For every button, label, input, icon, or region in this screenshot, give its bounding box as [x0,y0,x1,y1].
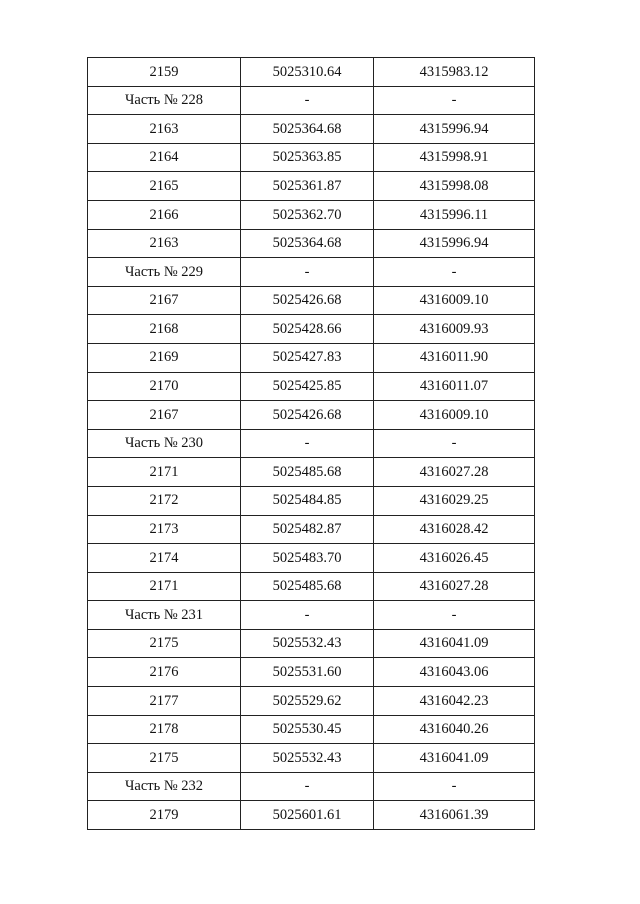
y-coordinate-cell: 4315996.11 [374,200,535,229]
point-number-cell: 2163 [88,115,241,144]
x-coordinate-cell: - [241,601,374,630]
x-coordinate-cell: - [241,772,374,801]
point-number-cell: 2176 [88,658,241,687]
coordinates-table-body [88,58,535,830]
table-row [88,143,535,172]
x-coordinate-cell: 5025529.62 [241,687,374,716]
table-row [88,601,535,630]
y-coordinate-cell: 4316009.10 [374,401,535,430]
table-row [88,458,535,487]
table-row [88,486,535,515]
x-coordinate-cell: 5025364.68 [241,115,374,144]
point-number-cell: 2167 [88,286,241,315]
table-row [88,687,535,716]
y-coordinate-cell: 4316009.10 [374,286,535,315]
y-coordinate-cell: - [374,429,535,458]
point-number-cell: Часть № 228 [88,86,241,115]
table-row [88,401,535,430]
table-row [88,544,535,573]
x-coordinate-cell: - [241,258,374,287]
x-coordinate-cell: 5025363.85 [241,143,374,172]
x-coordinate-cell: 5025531.60 [241,658,374,687]
point-number-cell: 2164 [88,143,241,172]
y-coordinate-cell: 4315996.94 [374,229,535,258]
x-coordinate-cell: 5025484.85 [241,486,374,515]
point-number-cell: 2169 [88,343,241,372]
x-coordinate-cell: 5025485.68 [241,572,374,601]
point-number-cell: 2165 [88,172,241,201]
point-number-cell: 2163 [88,229,241,258]
point-number-cell: 2171 [88,572,241,601]
x-coordinate-cell: 5025601.61 [241,801,374,830]
x-coordinate-cell: 5025532.43 [241,629,374,658]
point-number-cell: 2167 [88,401,241,430]
y-coordinate-cell: 4316009.93 [374,315,535,344]
x-coordinate-cell: 5025425.85 [241,372,374,401]
x-coordinate-cell: - [241,429,374,458]
y-coordinate-cell: 4316061.39 [374,801,535,830]
point-number-cell: 2175 [88,744,241,773]
table-row [88,200,535,229]
table-row [88,315,535,344]
point-number-cell: Часть № 231 [88,601,241,630]
table-row [88,572,535,601]
table-row [88,744,535,773]
point-number-cell: 2171 [88,458,241,487]
y-coordinate-cell: 4316029.25 [374,486,535,515]
table-row [88,172,535,201]
point-number-cell: Часть № 232 [88,772,241,801]
point-number-cell: Часть № 230 [88,429,241,458]
y-coordinate-cell: - [374,258,535,287]
y-coordinate-cell: 4316042.23 [374,687,535,716]
table-row [88,229,535,258]
table-row [88,286,535,315]
point-number-cell: 2175 [88,629,241,658]
y-coordinate-cell: 4316011.07 [374,372,535,401]
point-number-cell: 2177 [88,687,241,716]
x-coordinate-cell: 5025427.83 [241,343,374,372]
y-coordinate-cell: 4316028.42 [374,515,535,544]
x-coordinate-cell: - [241,86,374,115]
coordinates-table [87,57,535,830]
x-coordinate-cell: 5025426.68 [241,286,374,315]
point-number-cell: 2168 [88,315,241,344]
table-row [88,658,535,687]
table-row [88,258,535,287]
x-coordinate-cell: 5025364.68 [241,229,374,258]
y-coordinate-cell: 4316043.06 [374,658,535,687]
x-coordinate-cell: 5025426.68 [241,401,374,430]
y-coordinate-cell: 4316041.09 [374,744,535,773]
point-number-cell: 2172 [88,486,241,515]
table-row [88,515,535,544]
table-row [88,86,535,115]
point-number-cell: 2170 [88,372,241,401]
table-row [88,58,535,87]
y-coordinate-cell: 4315998.08 [374,172,535,201]
table-row [88,629,535,658]
point-number-cell: 2174 [88,544,241,573]
x-coordinate-cell: 5025532.43 [241,744,374,773]
x-coordinate-cell: 5025485.68 [241,458,374,487]
y-coordinate-cell: - [374,86,535,115]
table-row [88,801,535,830]
y-coordinate-cell: 4316026.45 [374,544,535,573]
point-number-cell: 2179 [88,801,241,830]
table-row [88,115,535,144]
y-coordinate-cell: - [374,601,535,630]
y-coordinate-cell: 4315998.91 [374,143,535,172]
x-coordinate-cell: 5025483.70 [241,544,374,573]
x-coordinate-cell: 5025362.70 [241,200,374,229]
y-coordinate-cell: 4315996.94 [374,115,535,144]
table-row [88,343,535,372]
table-row [88,429,535,458]
point-number-cell: 2159 [88,58,241,87]
x-coordinate-cell: 5025530.45 [241,715,374,744]
y-coordinate-cell: 4315983.12 [374,58,535,87]
y-coordinate-cell: 4316041.09 [374,629,535,658]
table-row [88,372,535,401]
y-coordinate-cell: - [374,772,535,801]
point-number-cell: 2173 [88,515,241,544]
point-number-cell: Часть № 229 [88,258,241,287]
y-coordinate-cell: 4316027.28 [374,458,535,487]
table-row [88,715,535,744]
x-coordinate-cell: 5025482.87 [241,515,374,544]
point-number-cell: 2178 [88,715,241,744]
point-number-cell: 2166 [88,200,241,229]
y-coordinate-cell: 4316040.26 [374,715,535,744]
y-coordinate-cell: 4316027.28 [374,572,535,601]
x-coordinate-cell: 5025428.66 [241,315,374,344]
y-coordinate-cell: 4316011.90 [374,343,535,372]
x-coordinate-cell: 5025310.64 [241,58,374,87]
table-row [88,772,535,801]
x-coordinate-cell: 5025361.87 [241,172,374,201]
